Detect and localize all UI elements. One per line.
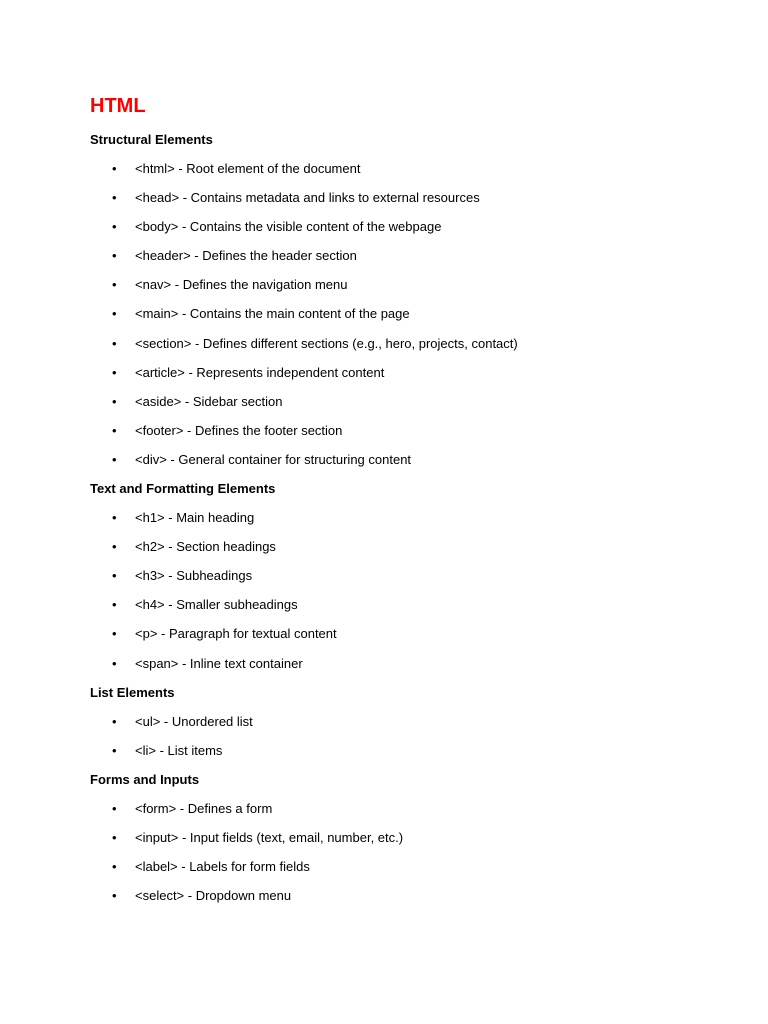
document-content [90, 125, 730, 910]
list-item-text: <h3> - Subheadings [135, 568, 253, 584]
bullet-icon: • [112, 277, 117, 293]
list-item [90, 619, 730, 648]
bullet-icon: • [112, 800, 117, 816]
section-heading: List Elements [90, 684, 175, 700]
list-item-text: <h4> - Smaller subheadings [135, 597, 298, 613]
section-list [90, 794, 730, 910]
section-heading: Forms and Inputs [90, 771, 200, 787]
bullet-icon: • [112, 888, 117, 904]
list-item-text: <head> - Contains metadata and links to external resources [135, 190, 480, 206]
section-list [90, 707, 730, 765]
list-item [90, 561, 730, 590]
section-structural-elements [90, 125, 730, 474]
list-item-text: <body> - Contains the visible content of the webpage [135, 219, 442, 235]
list-item-text: <li> - List items [135, 742, 223, 758]
list-item [90, 299, 730, 328]
list-item-text: <h2> - Section headings [135, 539, 276, 555]
list-item [90, 794, 730, 823]
list-item-text: <article> - Represents independent content [135, 364, 385, 380]
list-item [90, 241, 730, 270]
bullet-icon: • [112, 597, 117, 613]
list-item-text: <select> - Dropdown menu [135, 888, 292, 904]
list-item [90, 590, 730, 619]
list-item-text: <p> - Paragraph for textual content [135, 626, 337, 642]
bullet-icon: • [112, 161, 117, 176]
list-item-text: <ul> - Unordered list [135, 713, 253, 729]
list-item [90, 329, 730, 358]
list-item-text: <header> - Defines the header section [135, 248, 357, 264]
list-item-text: <footer> - Defines the footer section [135, 422, 343, 438]
list-item [90, 270, 730, 299]
list-item-text: <label> - Labels for form fields [135, 858, 310, 874]
list-item [90, 416, 730, 445]
bullet-icon: • [112, 713, 117, 729]
bullet-icon: • [112, 568, 117, 584]
section-heading: Structural Elements [90, 132, 213, 147]
list-item-text: <form> - Defines a form [135, 800, 273, 816]
list-item [90, 823, 730, 852]
list-item [90, 503, 730, 532]
bullet-icon: • [112, 742, 117, 758]
section-list-elements [90, 678, 730, 765]
bullet-icon: • [112, 858, 117, 874]
bullet-icon: • [112, 219, 117, 235]
list-item [90, 736, 730, 765]
bullet-icon: • [112, 451, 117, 467]
bullet-icon: • [112, 335, 117, 351]
list-item-text: <nav> - Defines the navigation menu [135, 277, 348, 293]
bullet-icon: • [112, 829, 117, 845]
list-item-text: <main> - Contains the main content of the page [135, 306, 410, 322]
list-item [90, 649, 730, 678]
list-item [90, 445, 730, 474]
section-text-formatting-elements [90, 474, 730, 678]
list-item [90, 707, 730, 736]
section-heading: Text and Formatting Elements [90, 481, 276, 497]
bullet-icon: • [112, 393, 117, 409]
section-list [90, 154, 730, 474]
document-title: HTML [90, 95, 146, 117]
list-item-text: <div> - General container for structuring content [135, 451, 412, 467]
list-item [90, 532, 730, 561]
bullet-icon: • [112, 626, 117, 642]
bullet-icon: • [112, 655, 117, 671]
bullet-icon: • [112, 510, 117, 526]
list-item [90, 212, 730, 241]
list-item [90, 387, 730, 416]
list-item-text: <aside> - Sidebar section [135, 393, 283, 409]
list-item [90, 154, 730, 183]
bullet-icon: • [112, 364, 117, 380]
bullet-icon: • [112, 190, 117, 206]
list-item [90, 183, 730, 212]
section-forms-and-inputs [90, 765, 730, 910]
list-item [90, 358, 730, 387]
list-item-text: <span> - Inline text container [135, 655, 303, 671]
list-item-text: <html> - Root element of the document [135, 161, 361, 176]
list-item [90, 852, 730, 881]
list-item-text: <h1> - Main heading [135, 510, 255, 526]
bullet-icon: • [112, 422, 117, 438]
section-list [90, 503, 730, 678]
bullet-icon: • [112, 248, 117, 264]
list-item-text: <section> - Defines different sections (e.g., hero, projects, contact) [135, 335, 518, 351]
bullet-icon: • [112, 306, 117, 322]
list-item-text: <input> - Input fields (text, email, number, etc.) [135, 829, 404, 845]
bullet-icon: • [112, 539, 117, 555]
list-item [90, 881, 730, 910]
